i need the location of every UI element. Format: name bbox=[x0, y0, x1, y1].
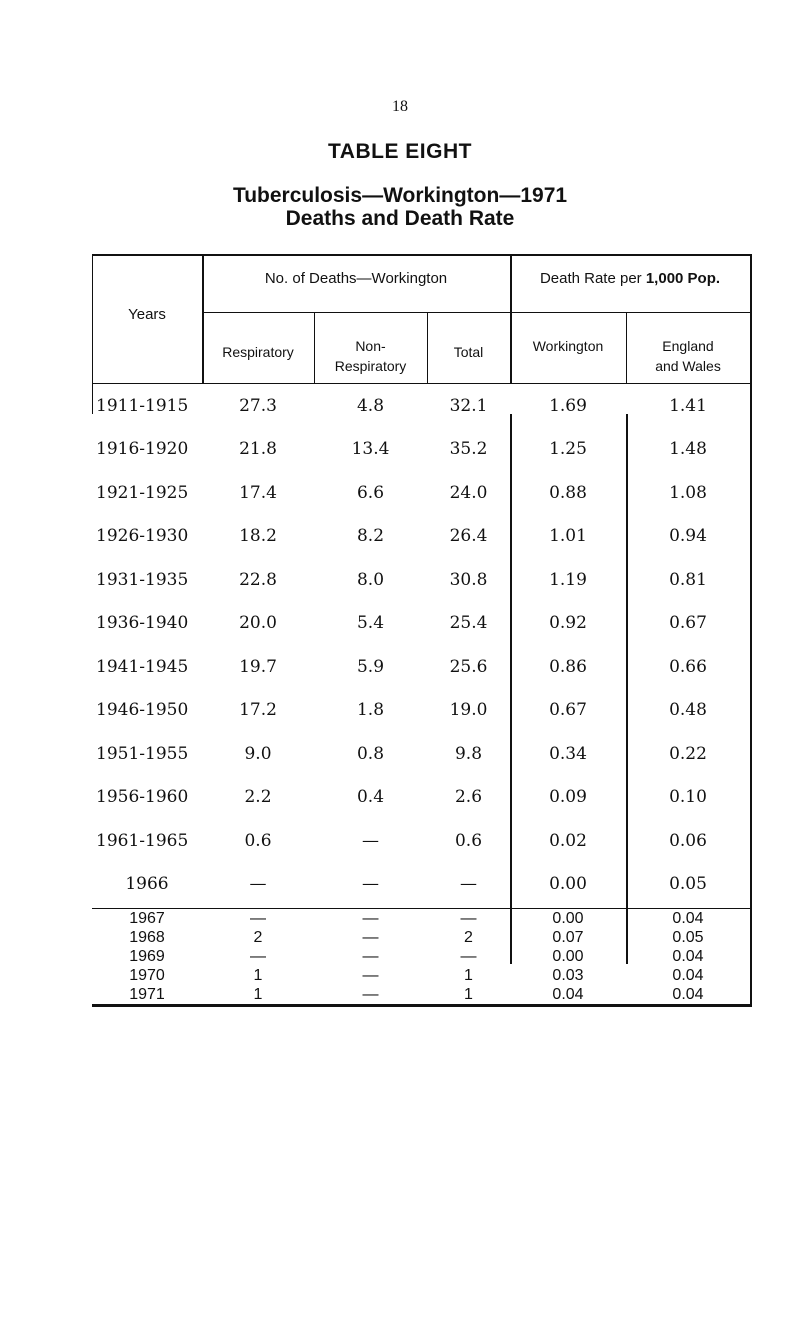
cell-workington: 0.34 bbox=[549, 743, 587, 764]
cell-workington: 0.04 bbox=[552, 985, 584, 1003]
cell-years: 1951-1955 bbox=[96, 743, 189, 764]
body-group-divider bbox=[510, 414, 512, 964]
table-row bbox=[92, 471, 750, 515]
cell-non-respiratory: — bbox=[362, 830, 379, 851]
table-row bbox=[92, 947, 750, 966]
cell-non-respiratory: 5.4 bbox=[356, 613, 385, 634]
table-subtitle-line1: Tuberculosis—Workington—1971 bbox=[232, 184, 568, 207]
cell-respiratory: 22.8 bbox=[239, 569, 277, 590]
cell-total: 1 bbox=[464, 966, 473, 984]
cell-total: — bbox=[460, 909, 477, 927]
header-non-respiratory-line1: Non- bbox=[355, 338, 386, 354]
col-divider-2 bbox=[427, 312, 428, 383]
cell-england-wales: 0.04 bbox=[672, 966, 704, 984]
cell-england-wales: 0.66 bbox=[669, 656, 707, 677]
cell-england-wales: 0.48 bbox=[669, 700, 707, 721]
cell-workington: 0.88 bbox=[549, 482, 587, 503]
cell-total: 25.6 bbox=[449, 656, 488, 677]
cell-years: 1969 bbox=[129, 947, 165, 965]
table-row bbox=[92, 558, 750, 602]
cell-years: 1926-1930 bbox=[96, 526, 189, 547]
group-divider bbox=[510, 256, 512, 383]
header-workington: Workington bbox=[532, 338, 604, 354]
cell-workington: 0.00 bbox=[552, 909, 584, 927]
cell-years: 1916-1920 bbox=[96, 439, 189, 460]
header-divider bbox=[202, 312, 750, 313]
header-england-line1: England bbox=[662, 338, 714, 354]
cell-total: 30.8 bbox=[449, 569, 488, 590]
cell-respiratory: — bbox=[250, 947, 266, 965]
table-row bbox=[92, 515, 750, 559]
cell-workington: 0.07 bbox=[552, 928, 584, 946]
header-rate-group bbox=[510, 270, 750, 287]
cell-non-respiratory: 6.6 bbox=[356, 482, 385, 503]
table-row bbox=[92, 966, 750, 985]
cell-respiratory: 0.6 bbox=[244, 830, 272, 851]
table-title: TABLE EIGHT bbox=[328, 140, 472, 163]
cell-non-respiratory: 0.8 bbox=[356, 743, 385, 764]
cell-england-wales: 0.10 bbox=[669, 787, 707, 808]
cell-england-wales: 0.05 bbox=[672, 928, 704, 946]
cell-england-wales: 0.67 bbox=[669, 613, 707, 634]
table-row bbox=[92, 428, 750, 472]
cell-non-respiratory: — bbox=[362, 947, 379, 965]
table-row bbox=[92, 776, 750, 820]
cell-workington: 1.01 bbox=[549, 526, 587, 547]
table-row bbox=[92, 928, 750, 947]
cell-total: 2 bbox=[464, 928, 473, 946]
cell-respiratory: 20.0 bbox=[239, 613, 277, 634]
header-non-respiratory-line2: Respiratory bbox=[334, 358, 407, 374]
page-number: 18 bbox=[392, 98, 408, 115]
cell-non-respiratory: — bbox=[362, 928, 379, 946]
cell-respiratory: 17.2 bbox=[239, 700, 277, 721]
cell-total: 35.2 bbox=[449, 439, 488, 460]
period-rows bbox=[92, 384, 750, 906]
cell-total: 0.6 bbox=[454, 830, 483, 851]
header-rate-prefix: Death Rate per bbox=[539, 270, 646, 287]
cell-non-respiratory: 5.9 bbox=[356, 656, 385, 677]
cell-years: 1968 bbox=[129, 928, 165, 946]
header-total: Total bbox=[453, 344, 484, 360]
cell-years: 1946-1950 bbox=[96, 700, 189, 721]
cell-years: 1936-1940 bbox=[96, 613, 189, 634]
cell-workington: 1.19 bbox=[549, 569, 587, 590]
body-rate-divider bbox=[626, 414, 628, 964]
years-divider bbox=[202, 256, 204, 383]
cell-england-wales: 0.06 bbox=[669, 830, 707, 851]
cell-england-wales: 0.81 bbox=[669, 569, 707, 590]
table-row bbox=[92, 819, 750, 863]
header-respiratory: Respiratory bbox=[222, 344, 294, 360]
cell-years: 1931-1935 bbox=[96, 569, 189, 590]
cell-respiratory: — bbox=[250, 909, 266, 927]
cell-non-respiratory: 1.8 bbox=[356, 700, 385, 721]
table-row bbox=[92, 645, 750, 689]
table-row bbox=[92, 384, 750, 428]
col-divider-1 bbox=[314, 312, 315, 383]
cell-total: 1 bbox=[464, 985, 473, 1003]
cell-respiratory: — bbox=[249, 874, 267, 895]
table-row bbox=[92, 689, 750, 733]
header-non-respiratory bbox=[314, 336, 427, 376]
cell-total: 9.8 bbox=[454, 743, 483, 764]
cell-england-wales: 0.04 bbox=[672, 947, 704, 965]
deaths-table bbox=[92, 254, 752, 1007]
table-row bbox=[92, 602, 750, 646]
cell-years: 1970 bbox=[129, 966, 165, 984]
cell-workington: 0.86 bbox=[549, 656, 587, 677]
cell-non-respiratory: 8.0 bbox=[356, 569, 385, 590]
cell-total: 25.4 bbox=[449, 613, 488, 634]
col-divider-3 bbox=[626, 312, 627, 383]
cell-total: 19.0 bbox=[449, 700, 488, 721]
cell-respiratory: 18.2 bbox=[239, 526, 277, 547]
cell-respiratory: 9.0 bbox=[244, 743, 272, 764]
table-subtitle-line2: Deaths and Death Rate bbox=[285, 207, 515, 230]
cell-workington: 0.02 bbox=[549, 830, 587, 851]
cell-workington: 0.92 bbox=[549, 613, 587, 634]
cell-workington: 1.69 bbox=[549, 395, 587, 416]
cell-years: 1921-1925 bbox=[96, 482, 189, 503]
cell-workington: 0.00 bbox=[549, 874, 587, 895]
cell-respiratory: 2.2 bbox=[244, 787, 272, 808]
cell-years: 1961-1965 bbox=[96, 830, 189, 851]
cell-workington: 0.09 bbox=[549, 787, 587, 808]
table-row bbox=[92, 909, 750, 928]
cell-workington: 0.67 bbox=[549, 700, 587, 721]
cell-years: 1967 bbox=[129, 909, 165, 927]
cell-years: 1911-1915 bbox=[96, 395, 189, 416]
yearly-rows bbox=[92, 908, 750, 1004]
header-deaths-group: No. of Deaths—Workington bbox=[264, 270, 448, 287]
cell-non-respiratory: — bbox=[362, 909, 379, 927]
table-row bbox=[92, 863, 750, 907]
cell-non-respiratory: — bbox=[362, 966, 379, 984]
cell-respiratory: 2 bbox=[253, 928, 263, 946]
cell-respiratory: 17.4 bbox=[239, 482, 277, 503]
header-england-line2: and Wales bbox=[655, 358, 721, 374]
cell-non-respiratory: 4.8 bbox=[356, 395, 385, 416]
cell-workington: 0.00 bbox=[552, 947, 584, 965]
cell-total: 24.0 bbox=[449, 482, 488, 503]
header-england-wales bbox=[626, 336, 750, 376]
cell-total: — bbox=[460, 874, 477, 895]
cell-england-wales: 0.94 bbox=[669, 526, 707, 547]
cell-total: 32.1 bbox=[449, 395, 488, 416]
cell-years: 1941-1945 bbox=[96, 656, 189, 677]
cell-non-respiratory: 8.2 bbox=[356, 526, 385, 547]
table-row bbox=[92, 985, 750, 1004]
cell-workington: 0.03 bbox=[552, 966, 584, 984]
cell-england-wales: 1.48 bbox=[669, 439, 707, 460]
cell-respiratory: 19.7 bbox=[239, 656, 277, 677]
cell-non-respiratory: — bbox=[362, 874, 379, 895]
cell-respiratory: 1 bbox=[253, 966, 263, 984]
cell-england-wales: 0.22 bbox=[669, 743, 707, 764]
cell-england-wales: 1.41 bbox=[669, 395, 707, 416]
cell-total: 26.4 bbox=[449, 526, 488, 547]
table-row bbox=[92, 732, 750, 776]
cell-respiratory: 27.3 bbox=[239, 395, 277, 416]
cell-non-respiratory: 13.4 bbox=[351, 439, 390, 460]
header-years: Years bbox=[128, 306, 166, 323]
cell-england-wales: 0.05 bbox=[669, 874, 707, 895]
cell-years: 1971 bbox=[129, 985, 165, 1003]
cell-non-respiratory: — bbox=[362, 985, 379, 1003]
header-rate-bold: 1,000 Pop. bbox=[645, 270, 721, 287]
cell-total: — bbox=[460, 947, 477, 965]
cell-years: 1956-1960 bbox=[96, 787, 189, 808]
cell-england-wales: 0.04 bbox=[672, 909, 704, 927]
cell-total: 2.6 bbox=[454, 787, 483, 808]
cell-england-wales: 0.04 bbox=[672, 985, 704, 1003]
cell-non-respiratory: 0.4 bbox=[356, 787, 385, 808]
cell-respiratory: 21.8 bbox=[239, 439, 277, 460]
cell-england-wales: 1.08 bbox=[669, 482, 707, 503]
cell-years: 1966 bbox=[125, 874, 169, 895]
cell-respiratory: 1 bbox=[253, 985, 263, 1003]
cell-workington: 1.25 bbox=[549, 439, 587, 460]
